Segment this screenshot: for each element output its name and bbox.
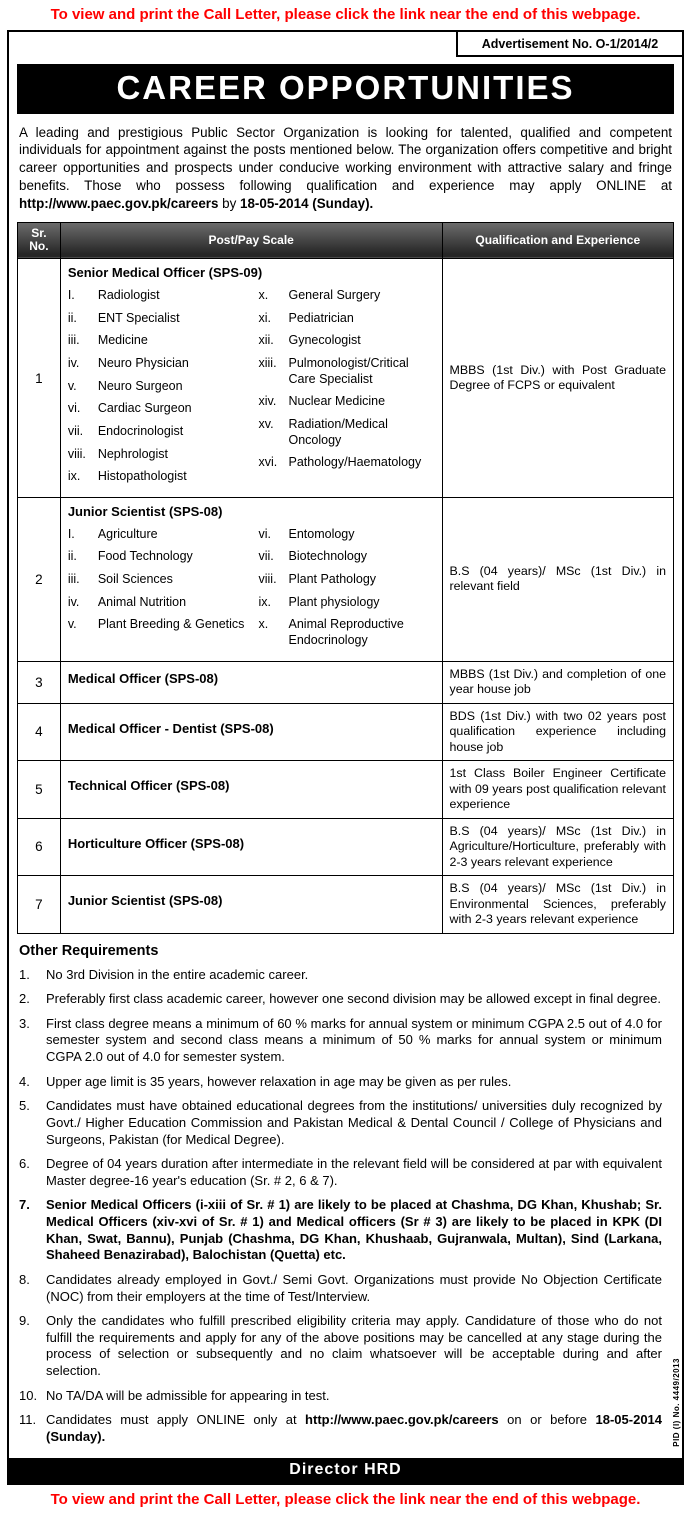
other-requirements-section (9, 934, 682, 1456)
requirement-item (19, 1197, 670, 1264)
requirement-item (19, 991, 670, 1008)
specialty-item: x. Animal Reproductive Endocrinology (258, 617, 404, 647)
table-header-row (18, 222, 674, 259)
specialty-item: xii. Gynecologist (258, 333, 361, 348)
requirement-text: Only the candidates who fulfill prescribed eligibility criteria may apply. Candidature of those who do not fulfill the requirements and apply for any of the above positions may be cancelled at any stage during the process of selection or subsequently and no claim whatsoever will be acceptable during and after selection. (46, 1313, 662, 1379)
requirement-item (19, 1412, 670, 1445)
bottom-notice: To view and print the Call Letter, please click the link near the end of this webpage. (50, 1490, 641, 1508)
specialty-item: xiii. Pulmonologist/Critical Care Specialist (258, 356, 409, 386)
qualification-cell: BDS (1st Div.) with two 02 years post qualification experience including house job (442, 703, 673, 761)
requirement-number: 5. (19, 1098, 30, 1114)
table-row (18, 497, 674, 661)
requirement-item (19, 1156, 670, 1189)
qualification-cell: B.S (04 years)/ MSc (1st Div.) in Agriculture/Horticulture, preferably with 2-3 years relevant experience (442, 818, 673, 876)
careers-url: http://www.paec.gov.pk/careers (19, 195, 219, 211)
specialty-item: vii. Biotechnology (258, 549, 368, 564)
post-title: Horticulture Officer (SPS-08) (67, 835, 245, 851)
post-title: Technical Officer (SPS-08) (67, 778, 230, 794)
deadline-date: 18-05-2014 (Sunday). (240, 195, 374, 211)
requirement-text: Senior Medical Officers (i-xiii of Sr. # 1) are likely to be placed at Chashma, DG Khan, Khushab; Sr. Medical Officers (xiv-xvi of Sr. # 1) and Medical officers (Sr # 3) are likely to be placed in KPK (DI Khan, Swat, Bannu), Punjab (Chashma, DG Khan, Khushaab, Gujranwala, Multan), Sind (Larkana, Shaheed Benazirabad), Balochistan (Quetta) etc. (46, 1197, 662, 1263)
requirement-item (19, 1272, 670, 1305)
top-notice: To view and print the Call Letter, please click the link near the end of this webpage. (50, 6, 641, 23)
specialty-item: vi. Entomology (258, 526, 355, 541)
table-row (18, 818, 674, 876)
requirement-number: 10. (19, 1387, 38, 1403)
specialty-item: ii. Food Technology (67, 549, 193, 564)
requirement-text: Candidates must apply ONLINE only at http://www.paec.gov.pk/careers on or before 18-05-2014 (Sunday). (46, 1412, 663, 1444)
qualification-cell: MBBS (1st Div.) with Post Graduate Degree of FCPS or equivalent (442, 259, 673, 498)
requirement-number: 11. (19, 1412, 37, 1428)
post-cell (60, 703, 442, 761)
specialty-item: v. Neuro Surgeon (67, 378, 183, 393)
requirement-item (19, 1388, 670, 1405)
requirement-text: Preferably first class academic career, however one second division may be allowed except in final degree. (46, 991, 661, 1007)
advertisement-frame (7, 30, 684, 1485)
row-sr-number: 4 (18, 703, 61, 761)
post-cell (60, 876, 442, 934)
pid-number: PID (I) No. 4449/2013 (672, 1357, 681, 1447)
specialty-item: v. Plant Breeding & Genetics (67, 617, 245, 632)
table-row (18, 661, 674, 703)
specialty-item: iii. Medicine (67, 333, 148, 348)
specialty-item: x. General Surgery (258, 288, 381, 303)
col-header-qualification: Qualification and Experience (442, 222, 673, 259)
specialty-item: iv. Animal Nutrition (67, 594, 187, 609)
requirement-number: 6. (19, 1156, 30, 1172)
specialty-item: iv. Neuro Physician (67, 356, 189, 371)
requirement-number: 3. (19, 1015, 30, 1031)
other-requirements-title: Other Requirements (19, 942, 159, 959)
qualification-cell: MBBS (1st Div.) and completion of one year house job (442, 661, 673, 703)
requirement-item (19, 1074, 670, 1091)
post-cell (60, 661, 442, 703)
specialty-item: xvi. Pathology/Haematology (258, 455, 422, 470)
intro-paragraph (19, 124, 672, 213)
table-row (18, 259, 674, 498)
row-sr-number: 5 (18, 761, 61, 819)
row-sr-number: 3 (18, 661, 61, 703)
specialty-item: viii. Nephrologist (67, 446, 168, 461)
requirement-number: 1. (19, 966, 30, 982)
director-hrd-banner: Director HRD (9, 1458, 682, 1483)
requirement-number: 7. (19, 1197, 30, 1213)
col-header-sr-no: Sr. No. (18, 222, 61, 259)
page-title: CAREER OPPORTUNITIES (116, 68, 575, 106)
post-cell (60, 497, 442, 661)
title-banner (17, 64, 674, 114)
post-title: Medical Officer (SPS-08) (67, 671, 219, 687)
row-sr-number: 6 (18, 818, 61, 876)
row-sr-number: 2 (18, 497, 61, 661)
advertisement-number: Advertisement No. O-1/2014/2 (456, 32, 682, 57)
post-title: Junior Scientist (SPS-08) (67, 503, 223, 519)
specialty-item: I. Radiologist (67, 288, 160, 303)
row-sr-number: 7 (18, 876, 61, 934)
requirement-text: No 3rd Division in the entire academic career. (46, 966, 309, 982)
post-cell (60, 818, 442, 876)
requirement-number: 2. (19, 991, 30, 1007)
qualification-cell: B.S (04 years)/ MSc (1st Div.) in relevant field (442, 497, 673, 661)
post-title: Junior Scientist (SPS-08) (67, 893, 223, 909)
specialty-item: xv. Radiation/Medical Oncology (258, 416, 388, 447)
specialty-item: I. Agriculture (67, 526, 158, 541)
table-row (18, 876, 674, 934)
post-cell (60, 761, 442, 819)
specialty-item: ix. Plant physiology (258, 594, 380, 609)
specialty-item: xi. Pediatrician (258, 310, 354, 325)
intro-text-2: by (218, 195, 241, 211)
requirement-text: Candidates already employed in Govt./ Semi Govt. Organizations must provide No Objection Certificate (NOC) from their employers at the time of Test/Interview. (46, 1271, 662, 1304)
specialty-item: vii. Endocrinologist (67, 423, 184, 438)
requirements-list (19, 967, 670, 1446)
row-sr-number: 1 (18, 259, 61, 498)
requirement-text: Degree of 04 years duration after intermediate in the relevant field will be considered at par with equivalent Master degree-16 year's education (Sr. # 2, 6 & 7). (46, 1156, 662, 1188)
posts-table (17, 222, 674, 934)
table-row (18, 703, 674, 761)
col-header-post-pay-scale: Post/Pay Scale (60, 222, 442, 259)
post-title: Medical Officer - Dentist (SPS-08) (67, 720, 274, 736)
specialty-item: xiv. Nuclear Medicine (258, 394, 386, 409)
requirement-item (19, 1098, 670, 1148)
requirement-text: Candidates must have obtained educational degrees from the institutions/ universities duly recognized by Govt./ Higher Education Commission and Pakistan Medical & Dental Council / College of Physicians and Surgeons, Pakistan (for Medical Degree). (46, 1098, 662, 1147)
qualification-cell: B.S (04 years)/ MSc (1st Div.) in Environmental Sciences, preferably with 2-3 years relevant experience (442, 876, 673, 934)
table-row (18, 761, 674, 819)
qualification-cell: 1st Class Boiler Engineer Certificate with 09 years post qualification relevant experience (442, 761, 673, 819)
requirement-item (19, 1016, 670, 1066)
requirement-item (19, 967, 670, 984)
post-cell (60, 259, 442, 498)
requirement-text: First class degree means a minimum of 60 % marks for annual system or minimum CGPA 2.5 out of 4.0 for semester system and second class means a minimum of 50 % marks for annual system or minimum CGPA 2.0 out of 4.0 for semester system. (46, 1015, 662, 1065)
requirement-text: No TA/DA will be admissible for appearing in test. (46, 1387, 330, 1403)
requirement-number: 4. (19, 1073, 30, 1089)
specialty-item: ix. Histopathologist (67, 469, 187, 484)
requirement-number: 9. (19, 1313, 30, 1329)
intro-text: A leading and prestigious Public Sector Organization is looking for talented, qualified and competent individuals for appointment against the posts mentioned below. The organization offers competitive and bright career opportunities and prospects under conducive working environment with attractive salary and fringe benefits. Those who possess following qualification and experience may apply ONLINE at (19, 124, 672, 193)
post-title: Senior Medical Officer (SPS-09) (67, 265, 263, 281)
requirement-item (19, 1313, 670, 1380)
specialty-item: iii. Soil Sciences (67, 572, 173, 587)
requirement-text: Upper age limit is 35 years, however relaxation in age may be given as per rules. (46, 1073, 512, 1089)
specialty-item: viii. Plant Pathology (258, 572, 377, 587)
requirement-number: 8. (19, 1271, 30, 1287)
specialty-item: vi. Cardiac Surgeon (67, 401, 192, 416)
specialty-item: ii. ENT Specialist (67, 310, 180, 325)
